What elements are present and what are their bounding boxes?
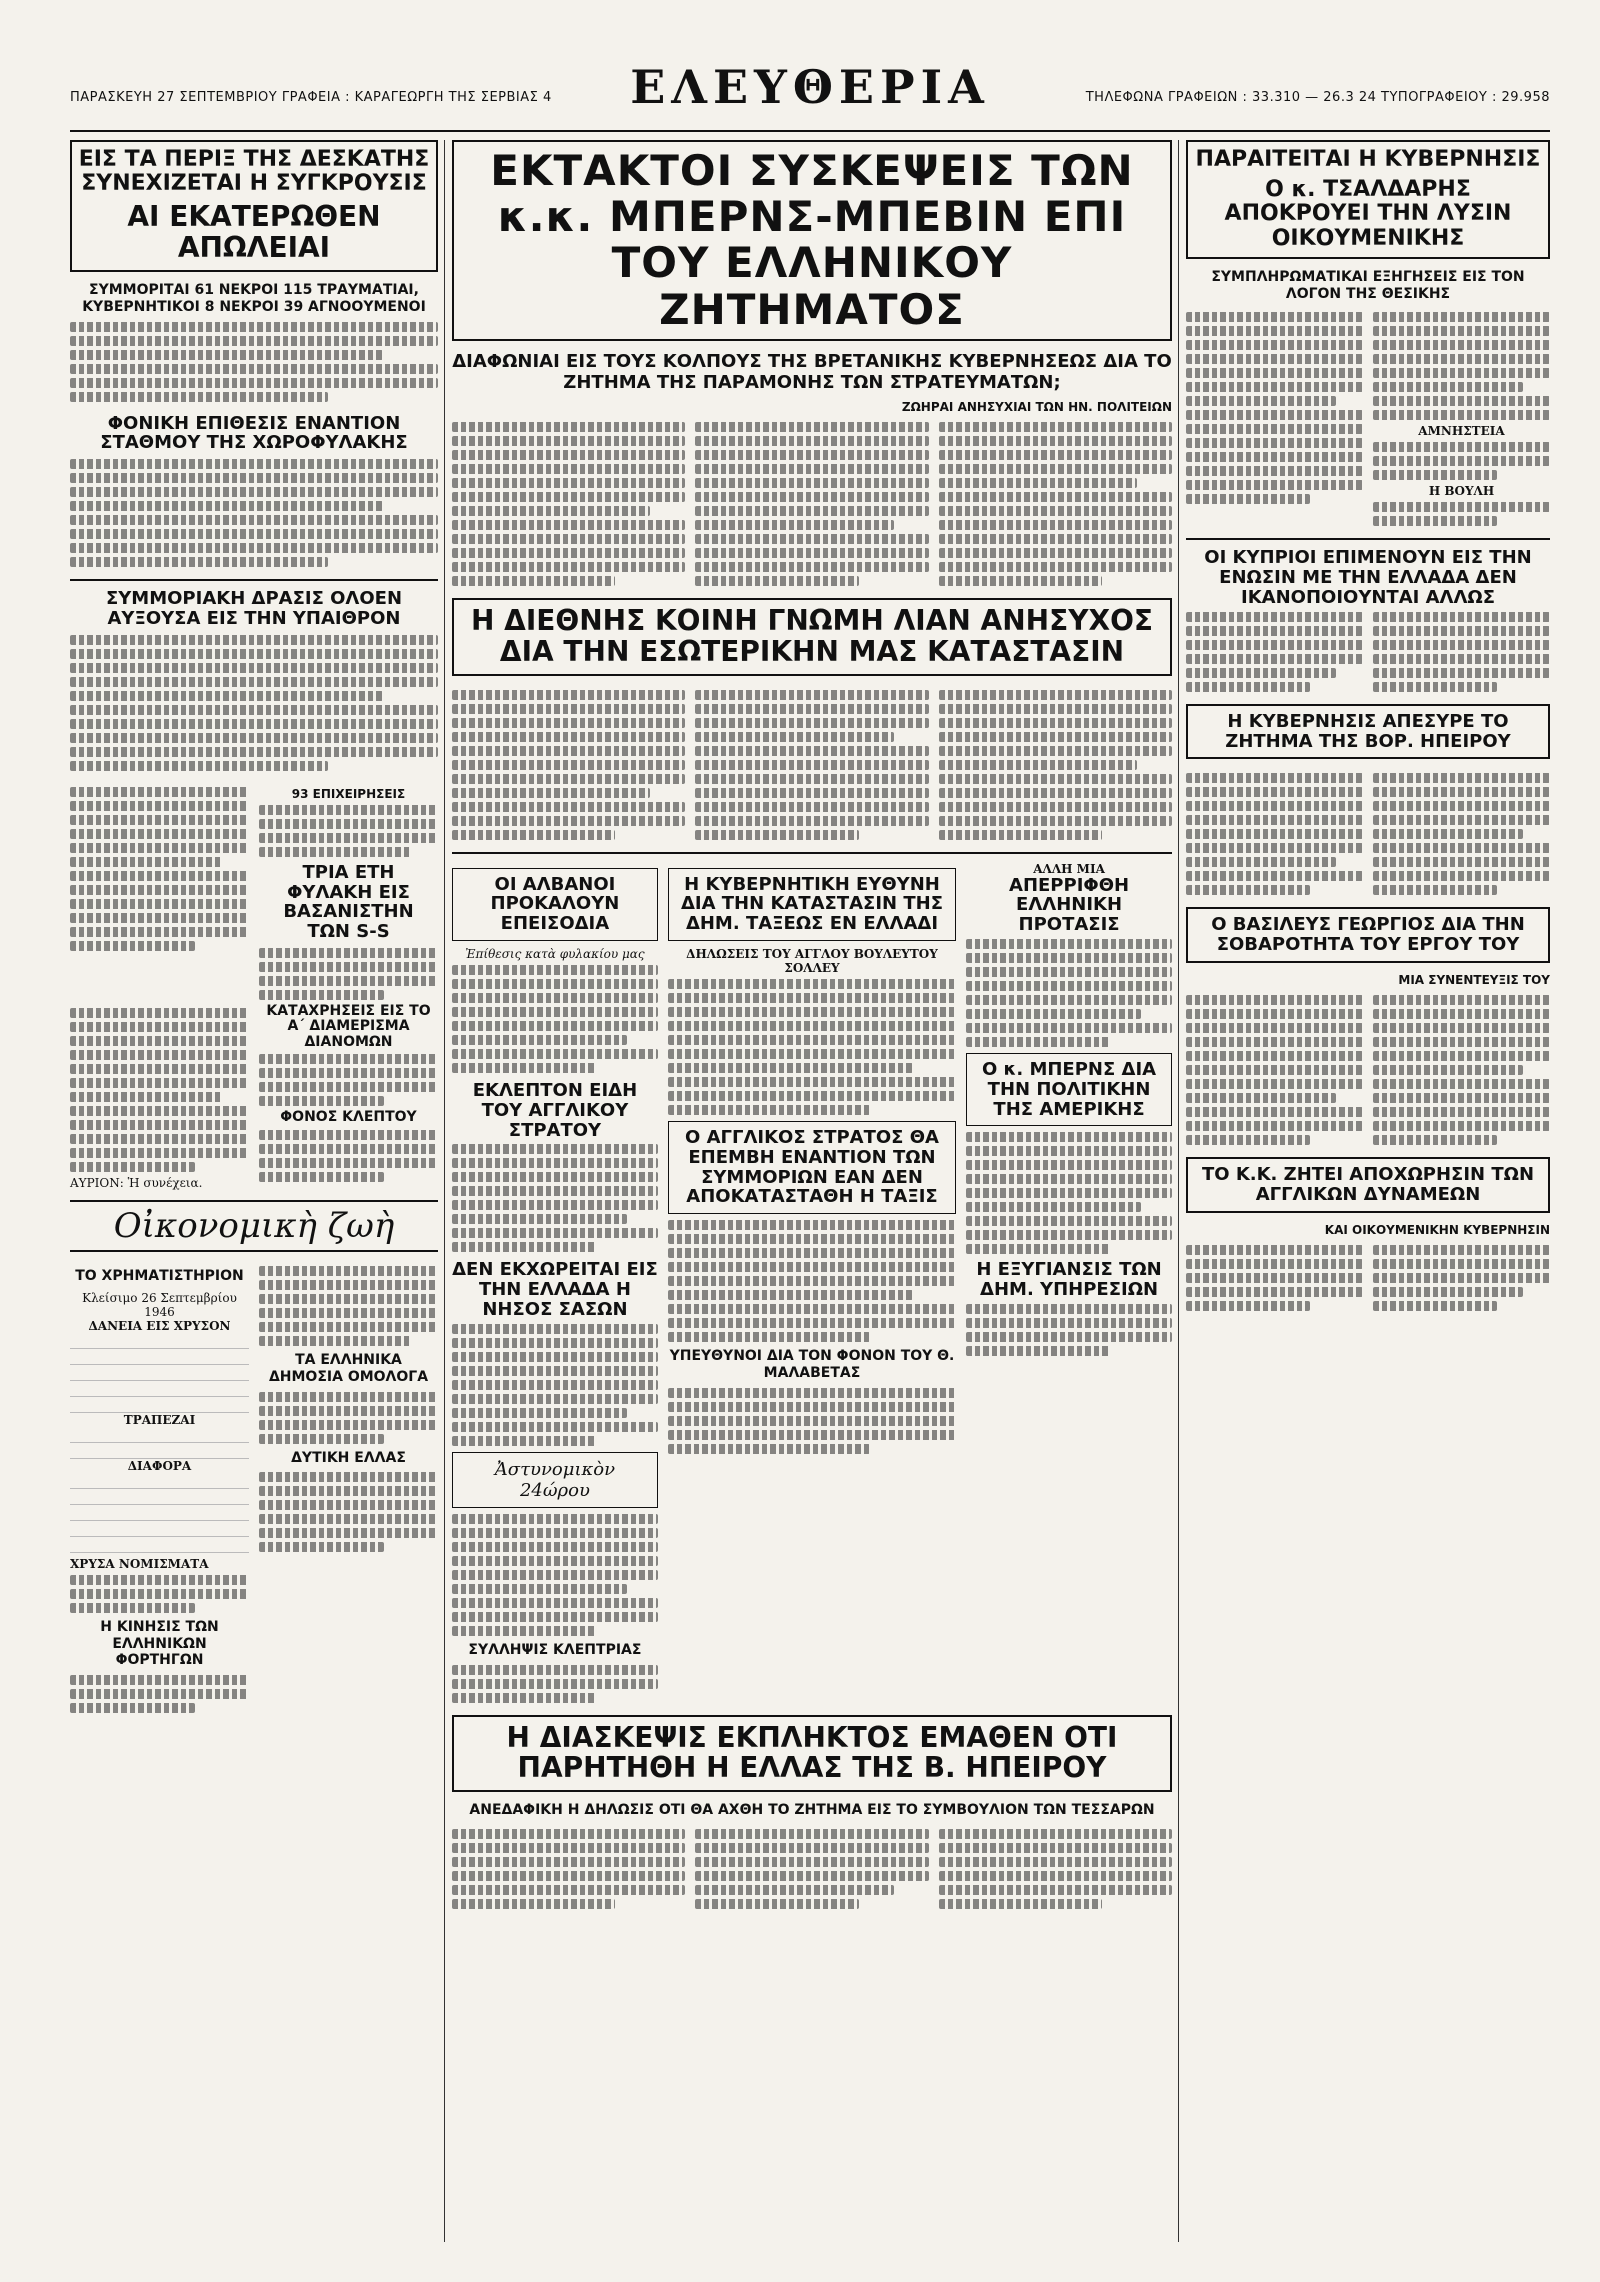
headline: ΦΟΝΙΚΗ ΕΠΙΘΕΣΙΣ ΕΝΑΝΤΙΟΝ ΣΤΑΘΜΟΥ ΤΗΣ ΧΩΡΟΦΥΛΑΚΗΣ	[100, 412, 408, 454]
headline: ΚΑΤΑΧΡΗΣΕΙΣ ΕΙΣ ΤΟ Α΄ ΔΙΑΜΕΡΙΣΜΑ ΔΙΑΝΟΜΩΝ	[266, 1002, 431, 1050]
headline: ΦΟΝΟΣ ΚΛΕΠΤΟΥ	[280, 1109, 417, 1126]
continuation-note: ΑΥΡΙΟΝ: Ἡ συνέχεια.	[70, 1175, 203, 1190]
headline: Η ΔΙΑΣΚΕΨΙΣ ΕΚΠΛΗΚΤΟΣ ΕΜΑΘΕΝ ΟΤΙ ΠΑΡΗΤΗΘΗ Η ΕΛΛΑΣ ΤΗΣ Β. ΗΠΕΙΡΟΥ	[506, 1720, 1118, 1785]
headline: ΕΚΛΕΠΤΟΝ ΕΙΔΗ ΤΟΥ ΑΓΓΛΙΚΟΥ ΣΤΡΑΤΟΥ	[472, 1079, 638, 1141]
headline: ΑΠΕΡΡΙΦΘΗ ΕΛΛΗΝΙΚΗ ΠΡΟΤΑΣΙΣ	[1009, 874, 1130, 936]
headline: ΤΟ Κ.Κ. ΖΗΤΕΙ ΑΠΟΧΩΡΗΣΙΝ ΤΩΝ ΑΓΓΛΙΚΩΝ ΔΥΝΑΜΕΩΝ	[1201, 1163, 1535, 1205]
subheadline: ΣΥΜΜΟΡΙΤΑΙ 61 ΝΕΚΡΟΙ 115 ΤΡΑΥΜΑΤΙΑΙ, ΚΥΒΕΡΝΗΤΙΚΟΙ 8 ΝΕΚΡΟΙ 39 ΑΓΝΟΟΥΜΕΝΟΙ	[82, 281, 426, 315]
headline: ΠΑΡΑΙΤΕΙΤΑΙ Η ΚΥΒΕΡΝΗΣΙΣ	[1195, 147, 1541, 172]
kicker: Ἐπίθεσις κατὰ φυλακίου μας	[465, 946, 645, 961]
headline: ΔΥΤΙΚΗ ΕΛΛΑΣ	[291, 1449, 406, 1466]
opinion-story	[452, 598, 1172, 676]
headline: Ο ΒΑΣΙΛΕΥΣ ΓΕΩΡΓΙΟΣ ΔΙΑ ΤΗΝ ΣΟΒΑΡΟΤΗΤΑ ΤΟΥ ΕΡΓΟΥ ΤΟΥ	[1211, 914, 1525, 956]
economy-section	[70, 1262, 438, 1717]
headline: Η ΔΙΕΘΝΗΣ ΚΟΙΝΗ ΓΝΩΜΗ ΛΙΑΝ ΑΝΗΣΥΧΟΣ ΔΙΑ ΤΗΝ ΕΣΩΤΕΡΙΚΗΝ ΜΑΣ ΚΑΤΑΣΤΑΣΙΝ	[471, 603, 1153, 668]
table-label: ΔΑΝΕΙΑ ΕΙΣ ΧΡΥΣΟΝ	[88, 1318, 231, 1333]
column-rule	[444, 140, 445, 2242]
main-lead-story	[452, 140, 1172, 341]
masthead	[70, 60, 1550, 132]
subheadline: ΑΝΕΔΑΦΙΚΗ Η ΔΗΛΩΣΙΣ ΟΤΙ ΘΑ ΑΧΘΗ ΤΟ ΖΗΤΗΜΑ ΕΙΣ ΤΟ ΣΥΜΒΟΥΛΙΟΝ ΤΩΝ ΤΕΣΣΑΡΩΝ	[469, 1802, 1155, 1819]
kicker: ΔΗΛΩΣΕΙΣ ΤΟΥ ΑΓΓΛΟΥ ΒΟΥΛΕΥΤΟΥ ΣΟΛΛΕΥ	[686, 946, 938, 975]
conference-story	[452, 1715, 1172, 1793]
article-body	[1186, 769, 1550, 899]
market-table	[70, 1427, 249, 1459]
table-label: ΤΡΑΠΕΖΑΙ	[123, 1412, 196, 1427]
market-table	[70, 1333, 249, 1413]
column-rule	[1178, 140, 1179, 2242]
headline: ΤΑ ΕΛΛΗΝΙΚΑ ΔΗΜΟΣΙΑ ΟΜΟΛΟΓΑ	[268, 1351, 429, 1385]
stock-exchange-title: ΤΟ ΧΡΗΜΑΤΙΣΤΗΡΙΟΝ	[75, 1267, 244, 1284]
headline: ΔΕΝ ΕΚΧΩΡΕΙΤΑΙ ΕΙΣ ΤΗΝ ΕΛΛΑΔΑ Η ΝΗΣΟΣ ΣΑΣΩΝ	[452, 1259, 658, 1320]
kicker: ΑΛΛΗ ΜΙΑ	[1033, 861, 1105, 876]
headline: ΣΥΛΛΗΨΙΣ ΚΛΕΠΤΡΙΑΣ	[468, 1641, 642, 1658]
article-body	[1186, 308, 1550, 530]
stock-date: Κλείσιμο 26 Σεπτεμβρίου 1946	[82, 1290, 237, 1319]
story	[452, 868, 658, 941]
headline: Η ΚΥΒΕΡΝΗΤΙΚΗ ΕΥΘΥΝΗ ΔΙΑ ΤΗΝ ΚΑΤΑΣΤΑΣΙΝ ΤΗΣ ΔΗΜ. ΤΑΞΕΩΣ ΕΝ ΕΛΛΑΔΙ	[680, 873, 944, 935]
headline: Η ΚΥΒΕΡΝΗΣΙΣ ΑΠΕΣΥΡΕ ΤΟ ΖΗΤΗΜΑ ΤΗΣ ΒΟΡ. ΗΠΕΙΡΟΥ	[1225, 710, 1511, 752]
section-label: ΑΜΝΗΣΤΕΙΑ	[1418, 424, 1505, 439]
subheadline: ΣΥΜΠΛΗΡΩΜΑΤΙΚΑΙ ΕΞΗΓΗΣΕΙΣ ΕΙΣ ΤΟΝ ΛΟΓΟΝ ΤΗΣ ΘΕΣΙΚΗΣ	[1211, 268, 1525, 302]
headline: Ο ΑΓΓΛΙΚΟΣ ΣΤΡΑΤΟΣ ΘΑ ΕΠΕΜΒΗ ΕΝΑΝΤΙΟΝ ΤΩΝ ΣΥΜΜΟΡΙΩΝ ΕΑΝ ΔΕΝ ΑΠΟΚΑΤΑΣΤΑΘΗ Η ΤΑΞΙΣ	[685, 1126, 939, 1208]
main-subheadline: ΔΙΑΦΩΝΙΑΙ ΕΙΣ ΤΟΥΣ ΚΟΛΠΟΥΣ ΤΗΣ ΒΡΕΤΑΝΙΚΗΣ ΚΥΒΕΡΝΗΣΕΩΣ ΔΙΑ ΤΟ ΖΗΤΗΜΑ ΤΗΣ ΠΑΡΑΜΟΝΗΣ ΤΩΝ ΣΤΡΑΤΕΥΜΑΤΩΝ;	[452, 350, 1172, 394]
table-label: ΧΡΥΣΑ ΝΟΜΙΣΜΑΤΑ	[70, 1556, 209, 1571]
kicker: ΜΙΑ ΣΥΝΕΝΤΕΥΞΙΣ ΤΟΥ	[1398, 972, 1550, 987]
headline: ΕΙΣ ΤΑ ΠΕΡΙΞ ΤΗΣ ΔΕΣΚΑΤΗΣ ΣΥΝΕΧΙΖΕΤΑΙ Η ΣΥΓΚΡΟΥΣΙΣ	[78, 147, 430, 197]
kicker: ΖΩΗΡΑΙ ΑΝΗΣΥΧΙΑΙ ΤΩΝ ΗΝ. ΠΟΛΙΤΕΙΩΝ	[901, 399, 1172, 414]
headline: ΟΙ ΚΥΠΡΙΟΙ ΕΠΙΜΕΝΟΥΝ ΕΙΣ ΤΗΝ ΕΝΩΣΙΝ ΜΕ ΤΗΝ ΕΛΛΑΔΑ ΔΕΝ ΙΚΑΝΟΠΟΙΟΥΝΤΑΙ ΑΛΛΩΣ	[1204, 547, 1532, 608]
table-label: ΔΙΑΦΟΡΑ	[127, 1458, 192, 1473]
center-column	[452, 140, 1172, 2242]
section-label: Η ΒΟΥΛΗ	[1428, 484, 1495, 499]
article-body	[1186, 608, 1550, 696]
article-body	[1186, 1241, 1550, 1315]
masthead-date-address: ΠΑΡΑΣΚΕΥΗ 27 ΣΕΠΤΕΜΒΡΙΟΥ ΓΡΑΦΕΙΑ : ΚΑΡΑΓΕΩΡΓΗ ΤΗΣ ΣΕΡΒΙΑΣ 4	[70, 90, 552, 105]
newspaper-title: ΕΛΕΥΘΕΡΙΑ	[630, 60, 990, 114]
lower-center-grid	[452, 862, 1172, 1707]
story	[966, 1053, 1172, 1126]
two-column-block	[70, 783, 438, 1004]
opinion-body	[452, 686, 1172, 844]
story	[1186, 1157, 1550, 1213]
story	[1186, 907, 1550, 963]
headline: ΤΡΙΑ ΕΤΗ ΦΥΛΑΚΗ ΕΙΣ ΒΑΣΑΝΙΣΤΗΝ ΤΩΝ S-S	[283, 861, 414, 943]
kicker: 93 ΕΠΙΧΕΙΡΗΣΕΙΣ	[291, 786, 406, 801]
two-column-block	[70, 1004, 438, 1190]
headline: Ο κ. ΜΠΕΡΝΣ ΔΙΑ ΤΗΝ ΠΟΛΙΤΙΚΗΝ ΤΗΣ ΑΜΕΡΙΚΗΣ	[981, 1058, 1157, 1120]
masthead-phones: ΤΗΛΕΦΩΝΑ ΓΡΑΦΕΙΩΝ : 33.310 — 26.3 24 ΤΥΠΟΓΡΑΦΕΙΟΥ : 29.958	[1085, 90, 1550, 105]
article-body	[70, 459, 438, 567]
resignation-story	[1186, 140, 1550, 259]
headline: ΑΙ ΕΚΑΤΕΡΩΘΕΝ ΑΠΩΛΕΙΑΙ	[127, 200, 381, 265]
story	[668, 1121, 956, 1214]
headline: ΥΠΕΥΘΥΝΟΙ ΔΙΑ ΤΟΝ ΦΟΝΟΝ ΤΟΥ Θ. ΜΑΛΑΒΕΤΑΣ	[669, 1348, 955, 1381]
story	[668, 868, 956, 941]
conference-body	[452, 1825, 1172, 1913]
left-column	[70, 140, 438, 2242]
economy-section-title: Οἰκονομικὴ ζωὴ	[70, 1200, 438, 1252]
headline: Ἀστυνομικὸν 24ώρου	[452, 1452, 658, 1508]
lead-story-left	[70, 140, 438, 272]
headline: ΣΥΜΜΟΡΙΑΚΗ ΔΡΑΣΙΣ ΟΛΟΕΝ ΑΥΞΟΥΣΑ ΕΙΣ ΤΗΝ ΥΠΑΙΘΡΟΝ	[105, 588, 403, 629]
story	[1186, 704, 1550, 760]
main-headline: ΕΚΤΑΚΤΟΙ ΣΥΣΚΕΨΕΙΣ ΤΩΝ κ.κ. ΜΠΕΡΝΣ-ΜΠΕΒΙΝ ΕΠΙ ΤΟΥ ΕΛΛΗΝΙΚΟΥ ΖΗΤΗΜΑΤΟΣ	[490, 146, 1134, 334]
article-body	[1186, 991, 1550, 1149]
article-body	[70, 322, 438, 402]
headline: Η ΕΞΥΓΙΑΝΣΙΣ ΤΩΝ ΔΗΜ. ΥΠΗΡΕΣΙΩΝ	[976, 1259, 1162, 1301]
market-table	[70, 1473, 249, 1553]
kicker: ΚΑΙ ΟΙΚΟΥΜΕΝΙΚΗΝ ΚΥΒΕΡΝΗΣΙΝ	[1324, 1222, 1550, 1237]
article-body	[70, 635, 438, 771]
main-story-body	[452, 418, 1172, 590]
headline: ΟΙ ΑΛΒΑΝΟΙ ΠΡΟΚΑΛΟΥΝ ΕΠΕΙΣΟΔΙΑ	[490, 873, 620, 935]
headline: Ο κ. ΤΣΑΛΔΑΡΗΣ ΑΠΟΚΡΟΥΕΙ ΤΗΝ ΛΥΣΙΝ ΟΙΚΟΥΜΕΝΙΚΗΣ	[1224, 177, 1512, 251]
headline: Η ΚΙΝΗΣΙΣ ΤΩΝ ΕΛΛΗΝΙΚΩΝ ΦΟΡΤΗΓΩΝ	[100, 1618, 219, 1669]
right-column	[1186, 140, 1550, 2242]
